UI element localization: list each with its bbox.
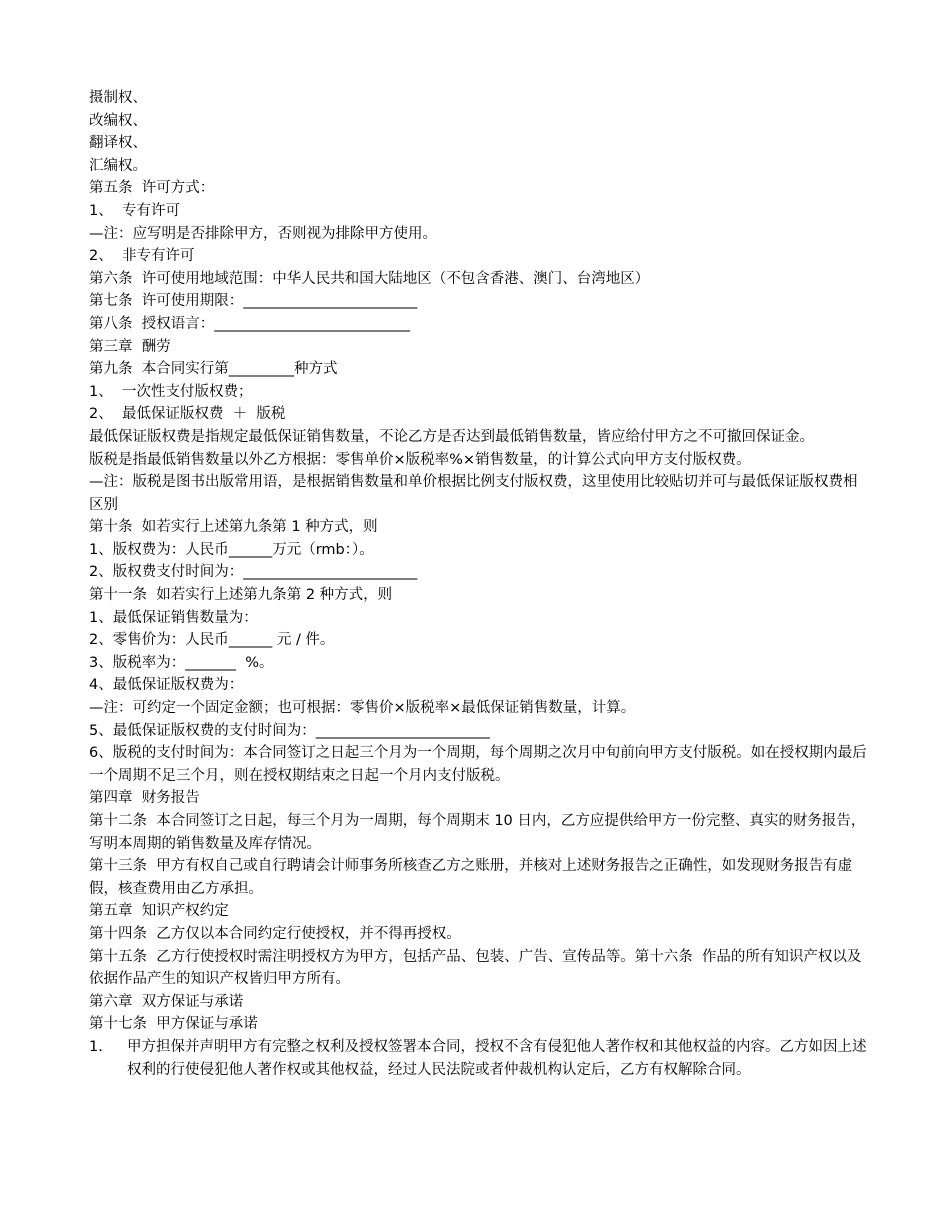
article-heading: 第九条 本合同实行第_________种方式 bbox=[89, 361, 338, 378]
document-body bbox=[89, 87, 869, 1081]
text-line: 3、版税率为：_______ %。 bbox=[89, 654, 274, 671]
article-heading: 第七条 许可使用期限：________________________ bbox=[89, 293, 418, 310]
article-heading: 第十一条 如若实行上述第九条第 2 种方式，则 bbox=[89, 587, 393, 604]
article-heading: 第八条 授权语言：___________________________ bbox=[89, 315, 410, 332]
chapter-heading: 第四章 财务报告 bbox=[89, 790, 200, 807]
paragraph: 最低保证版权费是指规定最低保证销售数量，不论乙方是否达到最低销售数量，皆应给付甲方之不可撤回保证金。 bbox=[89, 428, 814, 445]
text-line: 1、 一次性支付版权费； bbox=[89, 383, 253, 400]
article-heading: 第六条 许可使用地域范围：中华人民共和国大陆地区（不包含香港、澳门、台湾地区） bbox=[89, 270, 650, 287]
text-line: 4、最低保证版权费为： bbox=[89, 677, 244, 694]
article-heading: 第十七条 甲方保证与承诺 bbox=[89, 1016, 258, 1033]
article-heading: 第五条 许可方式： bbox=[89, 180, 215, 197]
text-line: 1、 专有许可 bbox=[89, 202, 180, 219]
paragraph: 第十三条 甲方有权自己或自行聘请会计师事务所核查乙方之账册，并核对上述财务报告之正确性，如发现财务报告有虚假，核查费用由乙方承担。 bbox=[89, 858, 853, 897]
article-heading: 第十条 如若实行上述第九条第 1 种方式，则 bbox=[89, 519, 378, 536]
chapter-heading: 第六章 双方保证与承诺 bbox=[89, 993, 244, 1010]
chapter-heading: 第五章 知识产权约定 bbox=[89, 903, 229, 920]
text-line: 5、最低保证版权费的支付时间为：________________________ bbox=[89, 722, 490, 739]
article-heading: 第十四条 乙方仅以本合同约定行使授权，并不得再授权。 bbox=[89, 925, 461, 942]
text-line: 摄制权、 bbox=[89, 90, 147, 106]
note-line: —注：可约定一个固定金额；也可根据：零售价×版税率×最低保证销售数量，计算。 bbox=[89, 700, 636, 717]
text-line: 1、版权费为：人民币______万元（rmb：）。 bbox=[89, 541, 374, 558]
text-line: 2、零售价为：人民币______ 元 / 件。 bbox=[89, 632, 335, 649]
clause-text: 甲方担保并声明甲方有完整之权利及授权签署本合同，授权不含有侵犯他人著作权和其他权益的内容。乙方如因上述权利的行使侵犯他人著作权或其他权益，经过人民法院或者仲裁机构认定后，乙方有权解除合同。 bbox=[127, 1038, 867, 1078]
paragraph: 版税是指最低销售数量以外乙方根据：零售单价×版税率%×销售数量，的计算公式向甲方支付版权费。 bbox=[89, 451, 751, 468]
text-line: 2、 最低保证版权费 ＋ 版税 bbox=[89, 406, 286, 423]
note-line: —注：应写明是否排除甲方，否则视为排除甲方使用。 bbox=[89, 225, 437, 242]
text-line: 改编权、 bbox=[89, 112, 147, 129]
text-line: 2、 非专有许可 bbox=[89, 248, 195, 265]
numbered-clause bbox=[89, 1036, 869, 1081]
chapter-heading: 第三章 酬劳 bbox=[89, 338, 171, 355]
note-line: —注：版税是图书出版常用语，是根据销售数量和单价根据比例支付版权费，这里使用比较贴切并可与最低保证版权费相区别 bbox=[89, 474, 858, 513]
text-line: 汇编权。 bbox=[89, 157, 147, 174]
paragraph: 6、版税的支付时间为：本合同签订之日起三个月为一个周期，每个周期之次月中旬前向甲方支付版税。如在授权期内最后一个周期不足三个月，则在授权期结束之日起一个月内支付版税。 bbox=[89, 745, 867, 784]
clause-number: 1． bbox=[89, 1038, 113, 1055]
paragraph: 第十五条 乙方行使授权时需注明授权方为甲方，包括产品、包装、广告、宣传品等。第十六条 作品的所有知识产权以及依据作品产生的知识产权皆归甲方所有。 bbox=[89, 948, 862, 988]
text-line: 翻译权、 bbox=[89, 135, 147, 152]
text-line: 2、版权费支付时间为：________________________ bbox=[89, 564, 418, 581]
paragraph: 第十二条 本合同签订之日起，每三个月为一周期，每个周期末 10 日内，乙方应提供给甲方一份完整、真实的财务报告，写明本周期的销售数量及库存情况。 bbox=[89, 813, 866, 852]
text-line: 1、最低保证销售数量为： bbox=[89, 609, 258, 626]
